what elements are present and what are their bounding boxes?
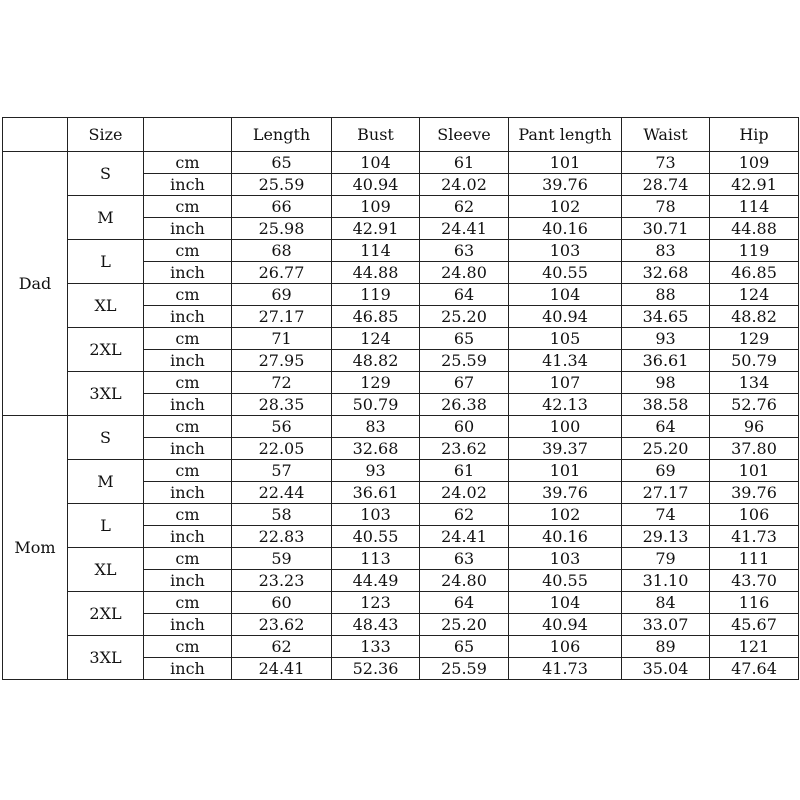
value-hip: 101 (710, 460, 799, 482)
value-hip: 39.76 (710, 482, 799, 504)
value-length: 22.83 (232, 526, 332, 548)
size-label: 3XL (68, 372, 144, 416)
value-bust: 42.91 (332, 218, 420, 240)
size-label: 3XL (68, 636, 144, 680)
size-label: S (68, 152, 144, 196)
header-cell-length: Length (232, 118, 332, 152)
value-pant-length: 40.16 (509, 218, 622, 240)
value-hip: 52.76 (710, 394, 799, 416)
table-row (3, 152, 799, 174)
unit-label: cm (144, 240, 232, 262)
value-hip: 37.80 (710, 438, 799, 460)
value-sleeve: 24.80 (420, 570, 509, 592)
unit-label: inch (144, 438, 232, 460)
value-bust: 46.85 (332, 306, 420, 328)
value-waist: 27.17 (622, 482, 710, 504)
value-sleeve: 65 (420, 636, 509, 658)
value-hip: 42.91 (710, 174, 799, 196)
value-sleeve: 24.02 (420, 174, 509, 196)
value-pant-length: 106 (509, 636, 622, 658)
value-sleeve: 25.20 (420, 614, 509, 636)
value-length: 57 (232, 460, 332, 482)
unit-label: inch (144, 570, 232, 592)
value-pant-length: 39.37 (509, 438, 622, 460)
table-row (3, 548, 799, 570)
value-hip: 106 (710, 504, 799, 526)
value-bust: 129 (332, 372, 420, 394)
value-sleeve: 60 (420, 416, 509, 438)
value-sleeve: 61 (420, 152, 509, 174)
value-pant-length: 105 (509, 328, 622, 350)
value-pant-length: 102 (509, 504, 622, 526)
unit-label: inch (144, 658, 232, 680)
value-hip: 119 (710, 240, 799, 262)
value-pant-length: 40.55 (509, 570, 622, 592)
value-waist: 36.61 (622, 350, 710, 372)
value-pant-length: 41.73 (509, 658, 622, 680)
value-length: 59 (232, 548, 332, 570)
value-waist: 79 (622, 548, 710, 570)
value-length: 23.62 (232, 614, 332, 636)
value-sleeve: 67 (420, 372, 509, 394)
value-length: 68 (232, 240, 332, 262)
unit-label: cm (144, 328, 232, 350)
value-pant-length: 102 (509, 196, 622, 218)
unit-label: cm (144, 416, 232, 438)
size-label: 2XL (68, 328, 144, 372)
value-hip: 121 (710, 636, 799, 658)
header-cell-unit (144, 118, 232, 152)
value-waist: 32.68 (622, 262, 710, 284)
table-row (3, 636, 799, 658)
unit-label: inch (144, 482, 232, 504)
table-row (3, 196, 799, 218)
value-hip: 116 (710, 592, 799, 614)
value-length: 62 (232, 636, 332, 658)
value-sleeve: 65 (420, 328, 509, 350)
value-length: 71 (232, 328, 332, 350)
unit-label: inch (144, 394, 232, 416)
value-hip: 109 (710, 152, 799, 174)
size-label: S (68, 416, 144, 460)
value-waist: 83 (622, 240, 710, 262)
table-row (3, 372, 799, 394)
value-hip: 47.64 (710, 658, 799, 680)
value-pant-length: 104 (509, 592, 622, 614)
value-pant-length: 41.34 (509, 350, 622, 372)
table-header (3, 118, 799, 152)
header-cell-sleeve: Sleeve (420, 118, 509, 152)
value-bust: 109 (332, 196, 420, 218)
value-sleeve: 61 (420, 460, 509, 482)
value-bust: 40.94 (332, 174, 420, 196)
unit-label: inch (144, 262, 232, 284)
value-hip: 129 (710, 328, 799, 350)
value-sleeve: 23.62 (420, 438, 509, 460)
value-bust: 36.61 (332, 482, 420, 504)
unit-label: inch (144, 526, 232, 548)
value-bust: 93 (332, 460, 420, 482)
table-row (3, 328, 799, 350)
value-sleeve: 24.80 (420, 262, 509, 284)
value-sleeve: 25.59 (420, 350, 509, 372)
header-cell-group (3, 118, 68, 152)
header-cell-waist: Waist (622, 118, 710, 152)
value-sleeve: 62 (420, 504, 509, 526)
value-sleeve: 24.41 (420, 218, 509, 240)
unit-label: cm (144, 372, 232, 394)
value-waist: 73 (622, 152, 710, 174)
table-row (3, 460, 799, 482)
unit-label: inch (144, 218, 232, 240)
value-bust: 133 (332, 636, 420, 658)
value-sleeve: 25.59 (420, 658, 509, 680)
value-bust: 123 (332, 592, 420, 614)
table-row (3, 284, 799, 306)
value-pant-length: 107 (509, 372, 622, 394)
unit-label: inch (144, 350, 232, 372)
value-length: 28.35 (232, 394, 332, 416)
value-hip: 48.82 (710, 306, 799, 328)
value-sleeve: 64 (420, 284, 509, 306)
value-sleeve: 63 (420, 240, 509, 262)
value-pant-length: 40.16 (509, 526, 622, 548)
value-pant-length: 40.55 (509, 262, 622, 284)
value-length: 72 (232, 372, 332, 394)
value-sleeve: 24.41 (420, 526, 509, 548)
value-waist: 38.58 (622, 394, 710, 416)
value-waist: 89 (622, 636, 710, 658)
value-bust: 119 (332, 284, 420, 306)
value-pant-length: 39.76 (509, 482, 622, 504)
value-hip: 124 (710, 284, 799, 306)
size-chart-table (2, 117, 799, 680)
value-waist: 35.04 (622, 658, 710, 680)
table-row (3, 504, 799, 526)
unit-label: cm (144, 504, 232, 526)
value-waist: 93 (622, 328, 710, 350)
value-hip: 50.79 (710, 350, 799, 372)
group-label: Mom (3, 416, 68, 680)
header-cell-hip: Hip (710, 118, 799, 152)
value-hip: 43.70 (710, 570, 799, 592)
size-label: L (68, 504, 144, 548)
value-waist: 88 (622, 284, 710, 306)
value-length: 27.95 (232, 350, 332, 372)
value-bust: 83 (332, 416, 420, 438)
value-bust: 104 (332, 152, 420, 174)
group-label: Dad (3, 152, 68, 416)
value-sleeve: 24.02 (420, 482, 509, 504)
value-bust: 124 (332, 328, 420, 350)
value-length: 26.77 (232, 262, 332, 284)
value-pant-length: 40.94 (509, 614, 622, 636)
value-waist: 98 (622, 372, 710, 394)
unit-label: cm (144, 460, 232, 482)
unit-label: inch (144, 614, 232, 636)
unit-label: cm (144, 592, 232, 614)
size-label: M (68, 196, 144, 240)
unit-label: cm (144, 636, 232, 658)
value-waist: 64 (622, 416, 710, 438)
value-length: 24.41 (232, 658, 332, 680)
value-pant-length: 104 (509, 284, 622, 306)
table-body (3, 152, 799, 680)
value-hip: 134 (710, 372, 799, 394)
table-row (3, 416, 799, 438)
value-bust: 50.79 (332, 394, 420, 416)
value-length: 22.05 (232, 438, 332, 460)
value-waist: 29.13 (622, 526, 710, 548)
value-hip: 41.73 (710, 526, 799, 548)
value-length: 25.59 (232, 174, 332, 196)
value-bust: 40.55 (332, 526, 420, 548)
value-hip: 46.85 (710, 262, 799, 284)
value-pant-length: 101 (509, 152, 622, 174)
value-pant-length: 100 (509, 416, 622, 438)
value-length: 27.17 (232, 306, 332, 328)
value-bust: 44.49 (332, 570, 420, 592)
value-length: 25.98 (232, 218, 332, 240)
value-sleeve: 62 (420, 196, 509, 218)
size-label: XL (68, 548, 144, 592)
unit-label: inch (144, 174, 232, 196)
size-label: M (68, 460, 144, 504)
value-sleeve: 25.20 (420, 306, 509, 328)
value-sleeve: 26.38 (420, 394, 509, 416)
header-cell-pant-length: Pant length (509, 118, 622, 152)
value-pant-length: 103 (509, 240, 622, 262)
value-length: 23.23 (232, 570, 332, 592)
value-waist: 78 (622, 196, 710, 218)
table-row (3, 592, 799, 614)
value-waist: 69 (622, 460, 710, 482)
value-length: 56 (232, 416, 332, 438)
value-sleeve: 63 (420, 548, 509, 570)
size-label: XL (68, 284, 144, 328)
unit-label: inch (144, 306, 232, 328)
value-waist: 30.71 (622, 218, 710, 240)
value-waist: 74 (622, 504, 710, 526)
value-bust: 113 (332, 548, 420, 570)
value-hip: 45.67 (710, 614, 799, 636)
value-pant-length: 101 (509, 460, 622, 482)
value-length: 60 (232, 592, 332, 614)
unit-label: cm (144, 196, 232, 218)
value-length: 22.44 (232, 482, 332, 504)
value-bust: 44.88 (332, 262, 420, 284)
value-bust: 48.82 (332, 350, 420, 372)
value-length: 69 (232, 284, 332, 306)
value-length: 58 (232, 504, 332, 526)
unit-label: cm (144, 548, 232, 570)
value-waist: 28.74 (622, 174, 710, 196)
value-hip: 44.88 (710, 218, 799, 240)
value-waist: 33.07 (622, 614, 710, 636)
value-length: 66 (232, 196, 332, 218)
unit-label: cm (144, 284, 232, 306)
value-length: 65 (232, 152, 332, 174)
value-waist: 25.20 (622, 438, 710, 460)
header-row (3, 118, 799, 152)
table-row (3, 240, 799, 262)
value-bust: 114 (332, 240, 420, 262)
value-hip: 96 (710, 416, 799, 438)
value-bust: 52.36 (332, 658, 420, 680)
value-pant-length: 42.13 (509, 394, 622, 416)
value-pant-length: 40.94 (509, 306, 622, 328)
value-waist: 34.65 (622, 306, 710, 328)
value-hip: 111 (710, 548, 799, 570)
value-bust: 32.68 (332, 438, 420, 460)
header-cell-size: Size (68, 118, 144, 152)
value-hip: 114 (710, 196, 799, 218)
unit-label: cm (144, 152, 232, 174)
value-bust: 48.43 (332, 614, 420, 636)
value-pant-length: 39.76 (509, 174, 622, 196)
value-sleeve: 64 (420, 592, 509, 614)
header-cell-bust: Bust (332, 118, 420, 152)
value-pant-length: 103 (509, 548, 622, 570)
value-waist: 31.10 (622, 570, 710, 592)
value-bust: 103 (332, 504, 420, 526)
size-label: 2XL (68, 592, 144, 636)
size-label: L (68, 240, 144, 284)
value-waist: 84 (622, 592, 710, 614)
